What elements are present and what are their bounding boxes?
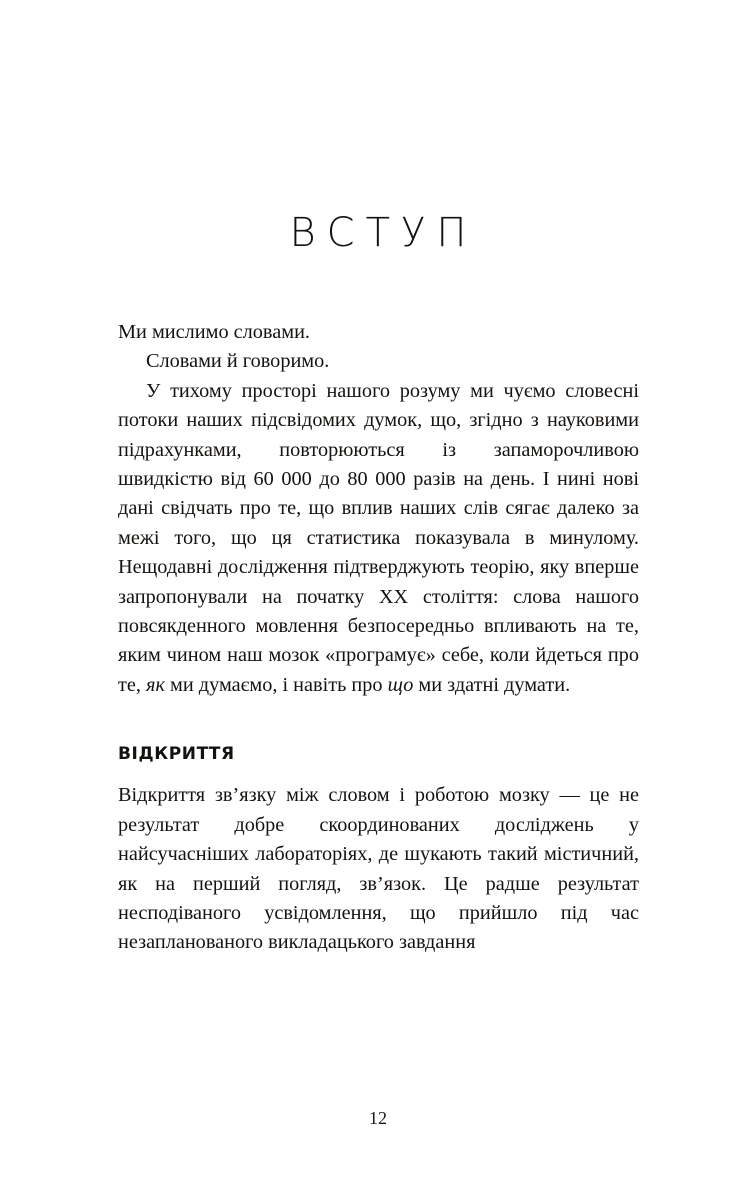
paragraph-main-part-2: ми думаємо, і навіть про xyxy=(164,673,388,696)
paragraph-main-part-1: У тихому просторі нашого розуму ми чуємо словесні потоки наших підсвідомих думок, що, згідно з науковими підрахунками, повторюються із запаморочливою швидкістю від 60 000 до 80 000 разів на день. І нині нові дані свідчать про те, що вплив наших слів сягає далеко за межі того, що ця статистика показувала в минулому. Нещодавні дослідження підтверджують теорію, яку вперше запропонували на початку ХХ століття: слова нашого повсякденного мовлення безпосередньо впливають на те, яким чином наш мозок «програмує» себе, коли йдеться про те, xyxy=(118,379,639,696)
page-number: 12 xyxy=(369,1108,387,1128)
paragraph-main xyxy=(118,377,639,700)
emphasis-shcho: що xyxy=(387,673,414,696)
paragraph-main-part-3: ми здатні думати. xyxy=(413,673,571,696)
paragraph-section-body: Відкриття зв’язку між словом і роботою мозку — це не результат добре скоординованих досліджень у найсучасніших лабораторіях, де шукають такий містичний, як на перший погляд, зв’язок. Це радше результат несподіваного усвідомлення, що прийшло під час незапланованого викладацького завдання xyxy=(118,784,639,954)
emphasis-yak: як xyxy=(146,673,165,696)
body-content xyxy=(118,318,639,958)
paragraph-opening: Ми мислимо словами. xyxy=(118,321,310,343)
page-title: ВСТУП xyxy=(289,209,478,256)
paragraph-second: Словами й говоримо. xyxy=(146,350,330,373)
section-heading-vidkryttia: ВІДКРИТТЯ xyxy=(118,744,235,765)
